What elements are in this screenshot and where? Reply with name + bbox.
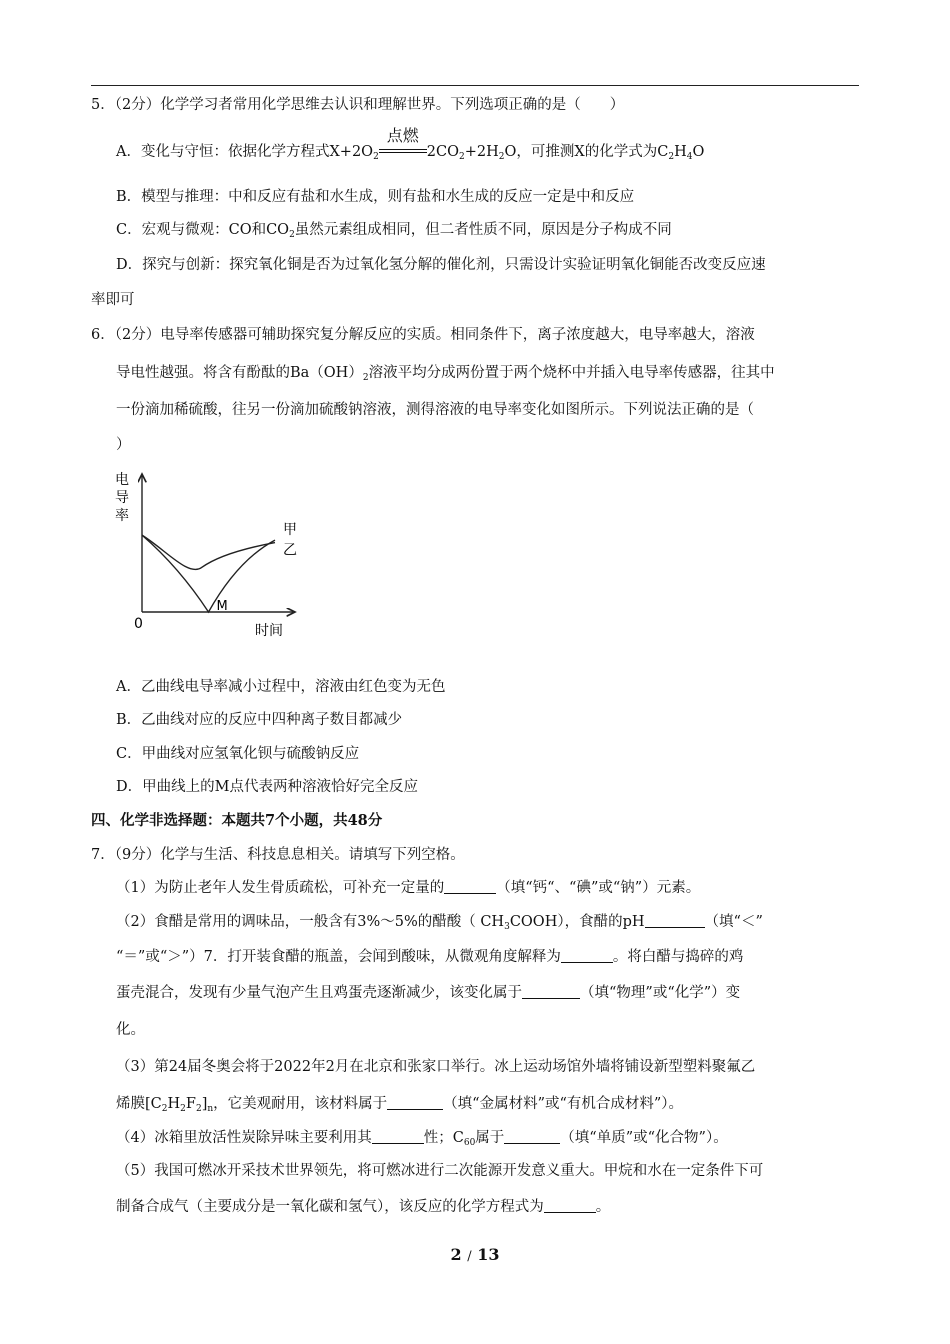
x-axis-label: 时间 bbox=[255, 623, 283, 639]
q6-option-a: A．乙曲线电导率减小过程中，溶液由红色变为无色 bbox=[116, 679, 446, 695]
answer-blank[interactable] bbox=[504, 1129, 560, 1144]
q5-option-c: C．宏观与微观：CO和$CO_2$虽然元素组成相同，但二者性质不同，原因是分子构成不同 bbox=[116, 222, 672, 240]
q6-option-b: B．乙曲线对应的反应中四种离子数目都减少 bbox=[116, 712, 403, 728]
answer-blank[interactable] bbox=[544, 1198, 596, 1213]
q7-part5-line1: （5）我国可燃冰开采技术世界领先，将可燃冰进行二次能源开发意义重大。甲烷和水在一定条件下可 bbox=[116, 1163, 764, 1179]
q6-stem-line3: 一份滴加稀硫酸，往另一份滴加硫酸钠溶液，测得溶液的电导率变化如图所示。下列说法正确的是（ bbox=[116, 402, 754, 418]
answer-blank[interactable] bbox=[444, 879, 496, 894]
q7-part2-line4: 化。 bbox=[116, 1022, 145, 1038]
y-axis-label-char: 导 bbox=[115, 490, 129, 506]
q6-stem-line1: 6．（2分）电导率传感器可辅助探究复分解反应的实质。相同条件下，离子浓度越大，电导率越大，溶液 bbox=[91, 327, 755, 343]
q7-part5-line2: 制备合成气（主要成分是一氧化碳和氢气），该反应的化学方程式为 。 bbox=[116, 1199, 611, 1215]
answer-blank[interactable] bbox=[387, 1095, 443, 1110]
series-yi-line bbox=[142, 535, 275, 569]
series-jia-label: 甲 bbox=[283, 522, 297, 539]
q7-part3-line1: （3）第24届冬奥会将于2022年2月在北京和张家口举行。冰上运动场馆外墙将铺设新型塑料聚氟乙 bbox=[116, 1059, 756, 1075]
q6-option-c: C．甲曲线对应氢氧化钡与硫酸钠反应 bbox=[116, 746, 360, 762]
series-yi-label: 乙 bbox=[283, 542, 297, 559]
page-number: 2 / 13 bbox=[450, 1245, 500, 1264]
origin-label: 0 bbox=[134, 616, 143, 632]
q7-part2-line3: 蛋壳混合，发现有少量气泡产生且鸡蛋壳逐渐减少，该变化属于 （填“物理”或“化学”）变 bbox=[116, 985, 741, 1001]
conductivity-graph bbox=[105, 468, 305, 643]
q5-option-d-line1: D．探究与创新：探究氧化铜是否为过氧化氢分解的催化剂，只需设计实验证明氧化铜能否改变反应速 bbox=[116, 257, 766, 273]
answer-blank[interactable] bbox=[372, 1129, 424, 1144]
section-heading: 四、化学非选择题：本题共7个小题，共48分 bbox=[91, 812, 383, 829]
q6-stem-line4: ） bbox=[116, 437, 131, 453]
answer-blank[interactable] bbox=[561, 948, 613, 963]
q7-part3-line2: 烯膜$[C_2H_2F_2]_n$，它美观耐用，该材料属于 （填“金属材料”或“有机合成材料”）。 bbox=[116, 1096, 684, 1114]
point-m-label: M bbox=[216, 599, 228, 614]
q5-stem: 5．（2分）化学学习者常用化学思维去认识和理解世界。下列选项正确的是（ ） bbox=[91, 97, 625, 113]
q6-stem-line2: 导电性越强。将含有酚酞的$Ba(OH)_2$溶液平均分成两份置于两个烧杯中并插入电导率传感器，往其中 bbox=[116, 365, 775, 383]
y-axis-label-char: 率 bbox=[115, 508, 129, 524]
header-rule bbox=[91, 85, 859, 86]
q7-part2-line1: （2）食醋是常用的调味品，一般含有3%～5%的醋酸（ $CH_3COOH$），食醋的pH （填“＜” bbox=[116, 914, 763, 932]
answer-blank[interactable] bbox=[645, 913, 705, 928]
q5-option-a: A．变化与守恒：依据化学方程式$X+2O_2$ 点燃 $2CO_2+2H_2O$，可推测X的化学式为$C_2H_4O$ bbox=[116, 126, 705, 162]
q7-part4: （4）冰箱里放活性炭除异味主要利用其 性；$C_{60}$属于 （填“单质”或“化合物”）。 bbox=[116, 1130, 728, 1148]
q7-stem: 7．（9分）化学与生活、科技息息相关。请填写下列空格。 bbox=[91, 847, 465, 863]
q5-option-b: B．模型与推理：中和反应有盐和水生成，则有盐和水生成的反应一定是中和反应 bbox=[116, 189, 635, 205]
q7-part1: （1）为防止老年人发生骨质疏松，可补充一定量的 （填“钙“、“碘”或“钠”）元素。 bbox=[116, 880, 701, 896]
answer-blank[interactable] bbox=[522, 984, 580, 999]
reaction-condition: 点燃 bbox=[379, 140, 427, 160]
q6-option-d: D．甲曲线上的M点代表两种溶液恰好完全反应 bbox=[116, 779, 418, 795]
q5-option-d-line2: 率即可 bbox=[91, 292, 135, 308]
q7-part2-line2: “＝”或“＞”）7．打开装食醋的瓶盖，会闻到酸味，从微观角度解释为 。将白醋与捣碎的鸡 bbox=[116, 949, 744, 965]
y-axis-label-char: 电 bbox=[115, 472, 129, 488]
